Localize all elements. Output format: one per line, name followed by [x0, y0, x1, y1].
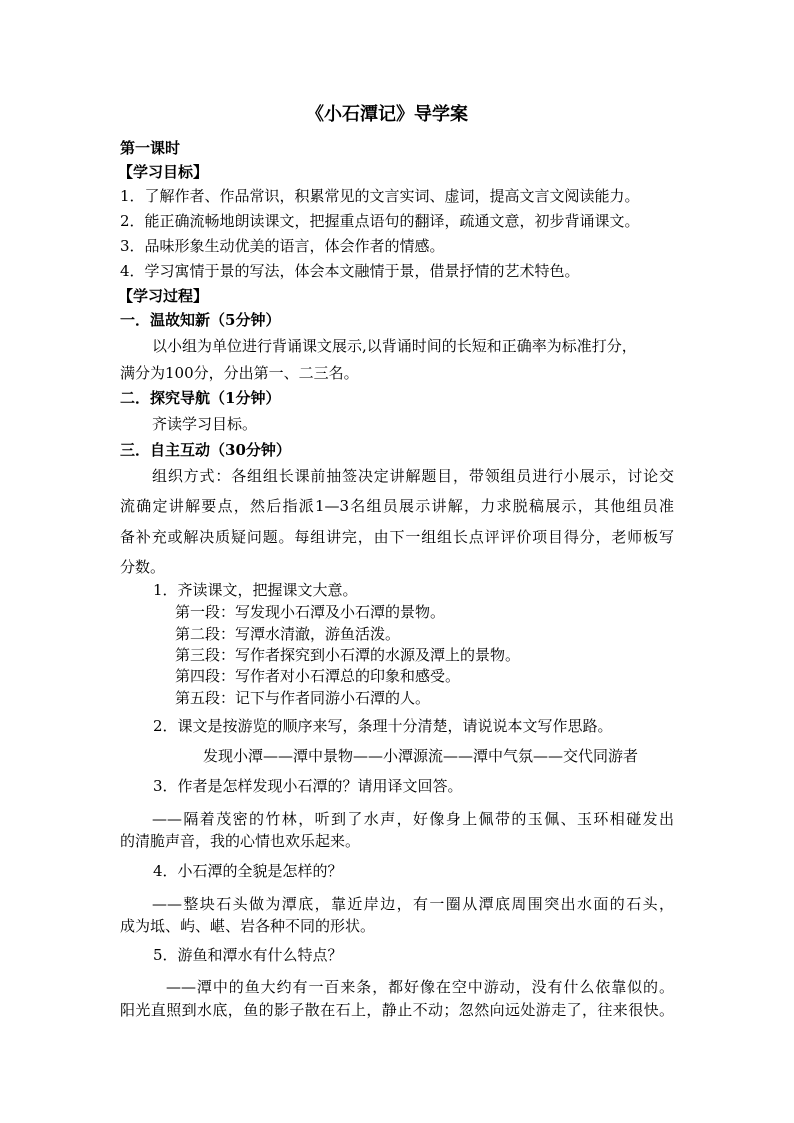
section-heading: 二．探究导航（1分钟）: [120, 389, 281, 407]
section-text: 分数。: [120, 558, 166, 576]
answer: ——整块石头做为潭底，靠近岸边，有一圈从潭底周围突出水面的石头，: [152, 895, 674, 913]
paragraph-summary: 第一段：写发现小石潭及小石潭的景物。: [175, 603, 446, 621]
question: 4．小石潭的全貌是怎样的？: [153, 862, 343, 880]
answer: 发现小潭——潭中景物——小潭源流——潭中气氛——交代同游者: [203, 747, 639, 765]
paragraph-summary: 第五段：记下与作者同游小石潭的人。: [175, 689, 431, 707]
goal-item: 1．了解作者、作品常识，积累常见的文言实词、虚词，提高文言文阅读能力。: [120, 187, 640, 205]
question: 5．游鱼和潭水有什么特点？: [153, 946, 343, 964]
section-text: 齐读学习目标。: [152, 415, 258, 433]
goal-item: 2．能正确流畅地朗读课文，把握重点语句的翻译，疏通文意，初步背诵课文。: [120, 212, 640, 230]
question: 3．作者是怎样发现小石潭的？请用译文回答。: [153, 777, 463, 795]
question: 1．齐读课文，把握课文大意。: [153, 581, 358, 599]
section-text: 满分为100分，分出第一、二三名。: [120, 364, 359, 382]
goals-heading: 【学习目标】: [118, 163, 209, 181]
section-heading: 三．自主互动（30分钟）: [120, 441, 291, 459]
process-heading: 【学习过程】: [118, 287, 209, 305]
goal-item: 3．品味形象生动优美的语言，体会作者的情感。: [120, 237, 445, 255]
paragraph-summary: 第四段：写作者对小石潭总的印象和感受。: [175, 667, 461, 685]
answer: 的清脆声音，我的心情也欢乐起来。: [120, 832, 361, 850]
lesson-label: 第一课时: [120, 139, 181, 157]
answer: ——隔着茂密的竹林，听到了水声，好像身上佩带的玉佩、玉环相碰发出: [152, 810, 674, 828]
answer: 阳光直照到水底，鱼的影子散在石上，静止不动；忽然向远处游走了，往来很快。: [120, 1001, 674, 1019]
answer: 成为坻、屿、嵁、岩各种不同的形状。: [120, 917, 376, 935]
question: 2．课文是按游览的顺序来写，条理十分清楚，请说说本文写作思路。: [153, 717, 613, 735]
section-heading: 一．温故知新（5分钟）: [120, 311, 281, 329]
paragraph-summary: 第二段：写潭水清澈，游鱼活泼。: [175, 625, 401, 643]
goal-item: 4．学习寓情于景的写法，体会本文融情于景，借景抒情的艺术特色。: [120, 262, 580, 280]
section-text: 流确定讲解要点，然后指派1—3名组员展示讲解，力求脱稿展示，其他组员准: [120, 497, 674, 515]
section-text: 以小组为单位进行背诵课文展示,以背诵时间的长短和正确率为标准打分，: [152, 337, 637, 355]
answer: ——潭中的鱼大约有一百来条，都好像在空中游动，没有什么依靠似的。: [166, 978, 674, 996]
document-title: 《小石潭记》导学案: [306, 104, 468, 125]
section-text: 备补充或解决质疑问题。每组讲完，由下一组组长点评评价项目得分，老师板写: [120, 528, 674, 546]
paragraph-summary: 第三段：写作者探究到小石潭的水源及潭上的景物。: [175, 646, 521, 664]
section-text: 组织方式：各组组长课前抽签决定讲解题目，带领组员进行小展示，讨论交: [152, 467, 674, 485]
